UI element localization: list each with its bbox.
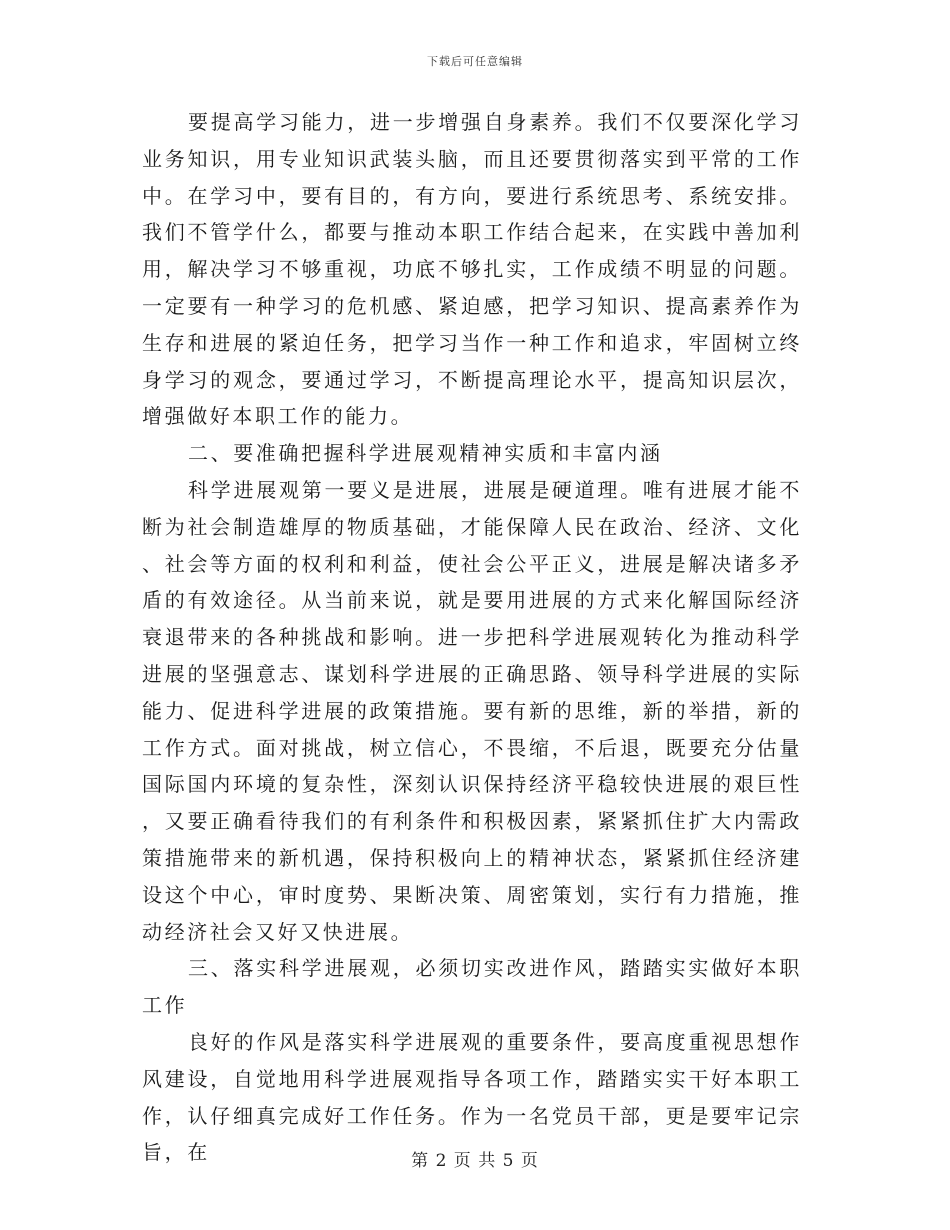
page-header-note: 下载后可任意编辑 xyxy=(427,55,523,68)
paragraph-work-style: 良好的作风是落实科学进展观的重要条件，要高度重视思想作风建设，自觉地用科学进展观指导各项工作，踏踏实实干好本职工作，认仔细真完成好工作任务。作为一名党员干部，更是要牢记宗旨，在 xyxy=(142,1029,802,1165)
section-heading-2: 二、要准确把握科学进展观精神实质和丰富内涵 xyxy=(188,441,663,466)
page-number: 第 2 页 共 5 页 xyxy=(411,1151,539,1171)
paragraph-study-ability: 要提高学习能力，进一步增强自身素养。我们不仅要深化学习业务知识，用专业知识武装头脑，而且还要贯彻落实到平常的工作中。在学习中，要有目的，有方向，要进行系统思考、系统安排。我们不管学什么，都要与推动本职工作结合起来，在实践中善加利用，解决学习不够重视，功底不够扎实，工作成绩不明显的问题。一定要有一种学习的危机感、紧迫感，把学习知识、提高素养作为生存和进展的紧迫任务，把学习当作一种工作和追求，牢固树立终身学习的观念，要通过学习，不断提高理论水平，提高知识层次，增强做好本职工作的能力。 xyxy=(142,110,802,429)
document-body xyxy=(142,104,802,1171)
paragraph-scientific-development: 科学进展观第一要义是进展，进展是硬道理。唯有进展才能不断为社会制造雄厚的物质基础，才能保障人民在政治、经济、文化、社会等方面的权利和利益，使社会公平正义，进展是解决诸多矛盾的有效途径。从当前来说，就是要用进展的方式来化解国际经济衰退带来的各种挑战和影响。进一步把科学进展观转化为推动科学进展的坚强意志、谋划科学进展的正确思路、领导科学进展的实际能力、促进科学进展的政策措施。要有新的思维，新的举措，新的工作方式。面对挑战，树立信心，不畏缩，不后退，既要充分估量国际国内环境的复杂性，深刻认识保持经济平稳较快进展的艰巨性，又要正确看待我们的有利条件和积极因素，紧紧抓住扩大内需政策措施带来的新机遇，保持积极向上的精神状态，紧紧抓住经济建设这个中心，审时度势、果断决策、周密策划，实行有力措施，推动经济社会又好又快进展。 xyxy=(142,477,802,944)
section-heading-3: 三、落实科学进展观，必须切实改进作风，踏踏实实做好本职工作 xyxy=(142,956,802,1018)
